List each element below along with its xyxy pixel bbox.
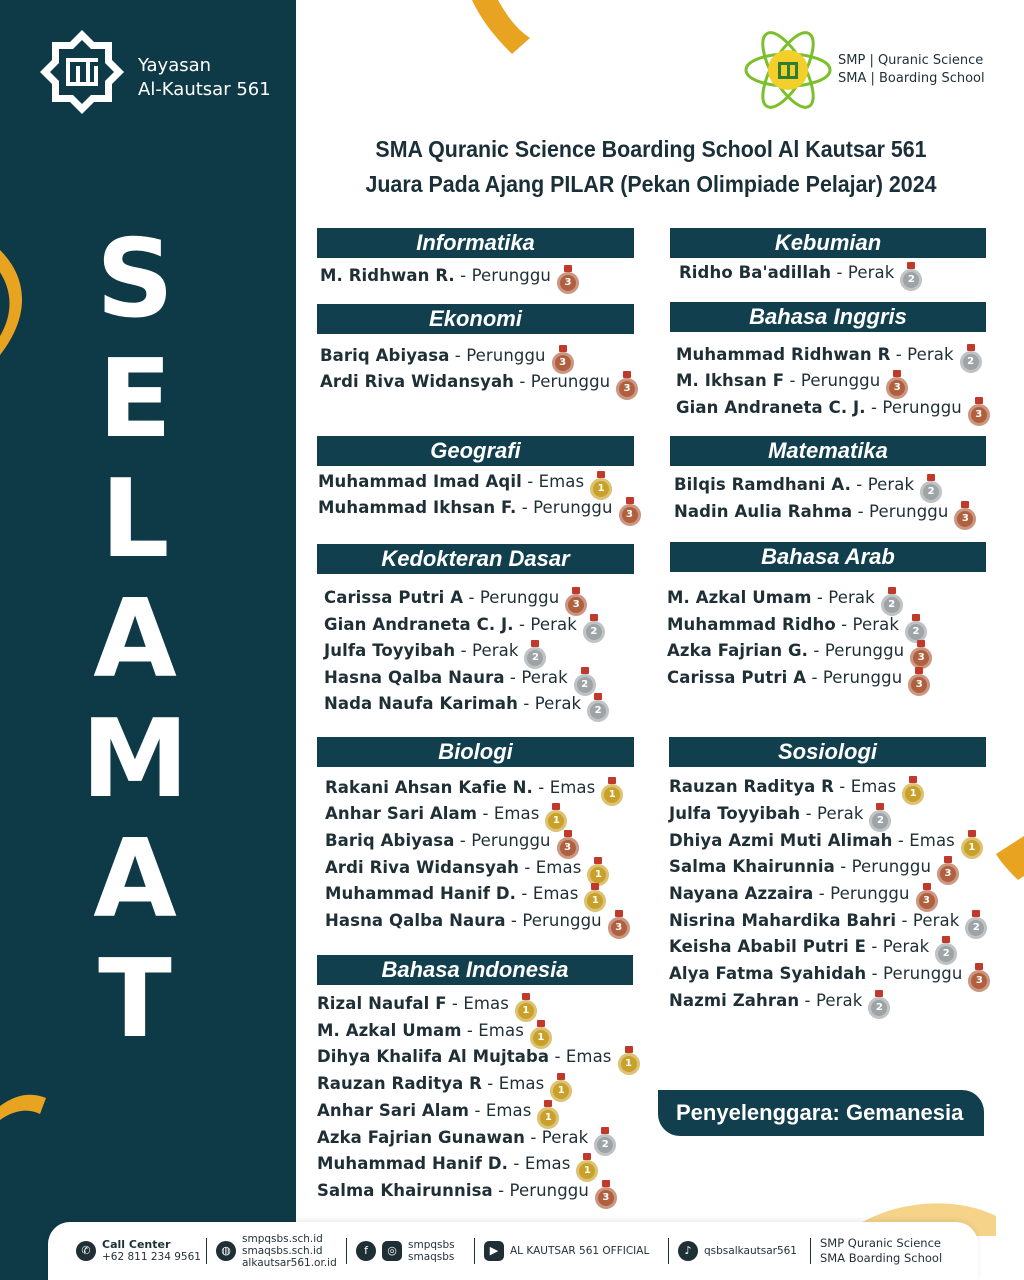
- list-item: Hasna Qalba Naura - Perunggu 3: [325, 908, 630, 939]
- footer-school-line1: SMP Quranic Science: [820, 1236, 941, 1250]
- silver-medal-icon: 2: [900, 269, 922, 291]
- list-item: Nayana Azzaira - Perunggu 3: [669, 881, 938, 912]
- list-item: Muhammad Hanif D. - Emas 1: [325, 881, 606, 912]
- list-item: M. Ikhsan F - Perunggu 3: [676, 368, 908, 399]
- list-item: Ridho Ba'adillah - Perak 2: [679, 260, 922, 291]
- list-item: Nazmi Zahran - Perak 2: [669, 988, 890, 1019]
- divider: [810, 1238, 811, 1264]
- word-letter: M: [81, 697, 189, 822]
- winner-name: Nadin Aulia Rahma: [674, 502, 853, 521]
- list-item: Bariq Abiyasa - Perunggu 3: [320, 343, 574, 374]
- medal-label: Perak: [912, 911, 960, 930]
- headline: [339, 132, 962, 202]
- list-item: Carissa Putri A - Perunggu 3: [324, 585, 587, 616]
- winner-name: Bariq Abiyasa: [325, 831, 455, 850]
- medal-label: Emas: [549, 778, 596, 797]
- list-item: Nisrina Mahardika Bahri - Perak 2: [669, 908, 987, 939]
- winner-name: Hasna Qalba Naura: [325, 911, 506, 930]
- confetti-ribbon-left-bottom: [0, 1090, 50, 1130]
- word-letter: L: [100, 457, 170, 582]
- category-header-bahasa-arab: Bahasa Arab: [670, 542, 986, 572]
- silver-medal-icon: 2: [574, 674, 596, 696]
- globe-icon: ◍: [216, 1241, 236, 1261]
- medal-label: Perak: [882, 937, 930, 956]
- medal-label: Perak: [541, 1128, 589, 1147]
- website-link[interactable]: smpqsbs.sch.id: [242, 1233, 323, 1245]
- list-item: Nadin Aulia Rahma - Perunggu 3: [674, 499, 976, 530]
- list-item: Alya Fatma Syahidah - Perunggu 3: [669, 961, 990, 992]
- category-header-geografi: Geografi: [317, 436, 634, 466]
- congratulations-word: [60, 217, 210, 1062]
- gold-medal-icon: 1: [961, 837, 983, 859]
- medal-label: Emas: [909, 831, 955, 850]
- list-item: Dihya Khalifa Al Mujtaba - Emas 1: [317, 1044, 640, 1075]
- winner-name: Muhammad Ridhwan R: [676, 345, 891, 364]
- winner-name: Anhar Sari Alam: [325, 804, 478, 823]
- foundation-line1: Yayasan: [138, 55, 212, 76]
- bronze-medal-icon: 3: [595, 1187, 617, 1209]
- divider: [346, 1238, 347, 1264]
- word-letter: T: [98, 937, 172, 1062]
- tiktok-handle[interactable]: qsbsalkautsar561: [704, 1245, 797, 1257]
- gold-medal-icon: 1: [545, 810, 567, 832]
- gold-medal-icon: 1: [601, 784, 623, 806]
- winner-name: Bilqis Ramdhani A.: [674, 475, 851, 494]
- list-item: Anhar Sari Alam - Emas 1: [317, 1098, 559, 1129]
- winner-name: Ridho Ba'adillah: [679, 263, 832, 282]
- divider: [668, 1238, 669, 1264]
- silver-medal-icon: 2: [524, 647, 546, 669]
- medal-label: Perunggu: [471, 831, 551, 850]
- gold-medal-icon: 1: [590, 478, 612, 500]
- school-name-line1: SMP | Quranic Science: [838, 53, 984, 68]
- list-item: Muhammad Imad Aqil - Emas 1: [318, 469, 612, 500]
- medal-label: Emas: [538, 472, 585, 491]
- bronze-medal-icon: 3: [557, 837, 579, 859]
- silver-medal-icon: 2: [965, 917, 987, 939]
- gold-medal-icon: 1: [515, 1000, 537, 1022]
- social-handle[interactable]: smpqsbs: [408, 1239, 455, 1251]
- word-letter: S: [96, 217, 174, 342]
- school-logo: [742, 26, 834, 114]
- contact-footer: [48, 1222, 978, 1280]
- list-item: Anhar Sari Alam - Emas 1: [325, 801, 567, 832]
- winner-name: Carissa Putri A: [324, 588, 464, 607]
- winner-name: Salma Khairunnisa: [317, 1181, 493, 1200]
- medal-label: Perak: [828, 588, 875, 607]
- bronze-medal-icon: 3: [954, 508, 976, 530]
- gold-medal-icon: 1: [587, 864, 609, 886]
- footer-school-name: [820, 1234, 942, 1268]
- silver-medal-icon: 2: [868, 997, 890, 1019]
- category-header-kebumian: Kebumian: [670, 228, 986, 258]
- medal-label: Perunggu: [522, 911, 602, 930]
- winner-name: Nisrina Mahardika Bahri: [669, 911, 897, 930]
- winner-name: Muhammad Ikhsan F.: [318, 498, 517, 517]
- winner-name: Nazmi Zahran: [669, 991, 800, 1010]
- medal-label: Perunggu: [824, 641, 905, 660]
- gold-medal-icon: 1: [530, 1027, 552, 1049]
- bronze-medal-icon: 3: [616, 378, 638, 400]
- category-header-ekonomi: Ekonomi: [317, 304, 634, 334]
- organizer-badge: Penyelenggara: Gemanesia: [658, 1090, 984, 1136]
- confetti-ribbon-left-top: [0, 250, 40, 360]
- headline-line1: SMA Quranic Science Boarding School Al Kautsar 561: [375, 136, 927, 162]
- bronze-medal-icon: 3: [619, 504, 641, 526]
- gold-medal-icon: 1: [537, 1107, 559, 1129]
- winner-name: M. Azkal Umam: [317, 1021, 462, 1040]
- bronze-medal-icon: 3: [552, 352, 574, 374]
- confetti-ribbon-right: [996, 836, 1024, 880]
- list-item: Julfa Toyyibah - Perak 2: [669, 801, 891, 832]
- social-accounts[interactable]: [356, 1234, 455, 1268]
- word-letter: A: [93, 577, 177, 702]
- winner-name: M. Azkal Umam: [667, 588, 812, 607]
- category-header-matematika: Matematika: [670, 436, 986, 466]
- list-item: Salma Khairunnia - Perunggu 3: [669, 854, 959, 885]
- word-letter: A: [93, 817, 177, 942]
- winner-name: M. Ridhwan R.: [320, 266, 455, 285]
- bronze-medal-icon: 3: [910, 647, 932, 669]
- gold-medal-icon: 1: [576, 1160, 598, 1182]
- school-name-line2: SMA | Boarding School: [838, 71, 985, 86]
- winner-name: Ardi Riva Widansyah: [320, 372, 515, 391]
- list-item: Muhammad Ridhwan R - Perak 2: [676, 342, 982, 373]
- silver-medal-icon: 2: [587, 700, 609, 722]
- medal-label: Emas: [524, 1154, 571, 1173]
- medal-label: Emas: [532, 884, 579, 903]
- winner-name: Muhammad Ridho: [667, 615, 836, 634]
- medal-label: Perunggu: [530, 372, 611, 391]
- list-item: Rakani Ahsan Kafie N. - Emas 1: [325, 775, 623, 806]
- winner-name: Alya Fatma Syahidah: [669, 964, 867, 983]
- medal-label: Perak: [907, 345, 954, 364]
- winner-name: Azka Fajrian G.: [667, 641, 809, 660]
- silver-medal-icon: 2: [960, 351, 982, 373]
- list-item: Rizal Naufal F - Emas 1: [317, 991, 537, 1022]
- medal-label: Perak: [852, 615, 899, 634]
- medal-label: Perak: [815, 991, 863, 1010]
- medal-label: Perak: [530, 615, 577, 634]
- tiktok-account[interactable]: [678, 1234, 797, 1268]
- category-header-bahasa-indonesia: Bahasa Indonesia: [317, 955, 633, 985]
- medal-label: Perunggu: [868, 502, 949, 521]
- list-item: Salma Khairunnisa - Perunggu 3: [317, 1178, 617, 1209]
- winner-name: Ardi Riva Widansyah: [325, 858, 520, 877]
- call-center[interactable]: [76, 1234, 201, 1268]
- winner-name: Nada Naufa Karimah: [324, 694, 518, 713]
- bronze-medal-icon: 3: [557, 272, 579, 294]
- list-item: Muhammad Hanif D. - Emas 1: [317, 1151, 598, 1182]
- silver-medal-icon: 2: [594, 1134, 616, 1156]
- confetti-ribbon-top: [468, 0, 532, 56]
- list-item: Hasna Qalba Naura - Perak 2: [324, 665, 596, 696]
- winner-name: Rizal Naufal F: [317, 994, 447, 1013]
- winner-name: Rakani Ahsan Kafie N.: [325, 778, 533, 797]
- websites[interactable]: [216, 1234, 337, 1268]
- medal-label: Emas: [478, 1021, 524, 1040]
- school-name: [838, 52, 985, 88]
- medal-label: Emas: [565, 1047, 612, 1066]
- winner-name: Rauzan Raditya R: [317, 1074, 482, 1093]
- medal-label: Perak: [472, 641, 519, 660]
- category-header-kedokteran-dasar: Kedokteran Dasar: [317, 544, 634, 574]
- website-link[interactable]: smaqsbs.sch.id: [242, 1245, 323, 1257]
- list-item: Nada Naufa Karimah - Perak 2: [324, 691, 609, 722]
- category-header-bahasa-inggris: Bahasa Inggris: [670, 302, 986, 332]
- winner-name: Nayana Azzaira: [669, 884, 814, 903]
- winner-name: Carissa Putri A: [667, 668, 807, 687]
- list-item: Bilqis Ramdhani A. - Perak 2: [674, 472, 942, 503]
- medal-label: Perunggu: [830, 884, 910, 903]
- social-handle[interactable]: smaqsbs: [408, 1251, 455, 1263]
- website-link[interactable]: alkautsar561.or.id: [242, 1257, 337, 1269]
- foundation-name: [138, 54, 271, 102]
- silver-medal-icon: 2: [869, 810, 891, 832]
- list-item: Carissa Putri A - Perunggu 3: [667, 665, 930, 696]
- silver-medal-icon: 2: [881, 594, 903, 616]
- medal-label: Perunggu: [882, 964, 963, 983]
- winner-name: Keisha Ababil Putri E: [669, 937, 867, 956]
- medal-label: Emas: [535, 858, 582, 877]
- divider: [206, 1238, 207, 1264]
- medal-label: Perunggu: [800, 371, 881, 390]
- winner-name: Gian Andraneta C. J.: [324, 615, 514, 634]
- category-header-biologi: Biologi: [317, 737, 634, 767]
- gold-medal-icon: 1: [902, 783, 924, 805]
- list-item: Rauzan Raditya R - Emas 1: [669, 774, 924, 805]
- bronze-medal-icon: 3: [968, 970, 990, 992]
- winner-name: Muhammad Hanif D.: [325, 884, 517, 903]
- bronze-medal-icon: 3: [608, 917, 630, 939]
- medal-label: Perak: [534, 694, 582, 713]
- silver-medal-icon: 2: [935, 943, 957, 965]
- tiktok-icon: ♪: [678, 1241, 698, 1261]
- list-item: M. Ridhwan R. - Perunggu 3: [320, 263, 579, 294]
- winner-name: M. Ikhsan F: [676, 371, 785, 390]
- gold-medal-icon: 1: [584, 890, 606, 912]
- foundation-line2: Al-Kautsar 561: [138, 79, 271, 100]
- list-item: Ardi Riva Widansyah - Emas 1: [325, 855, 609, 886]
- winner-name: Julfa Toyyibah: [324, 641, 456, 660]
- bronze-medal-icon: 3: [886, 377, 908, 399]
- whatsapp-icon: ✆: [76, 1241, 96, 1261]
- list-item: M. Azkal Umam - Perak 2: [667, 585, 903, 616]
- bronze-medal-icon: 3: [916, 890, 938, 912]
- bronze-medal-icon: 3: [908, 674, 930, 696]
- list-item: Ardi Riva Widansyah - Perunggu 3: [320, 369, 638, 400]
- footer-school-line2: SMA Boarding School: [820, 1251, 943, 1265]
- bronze-medal-icon: 3: [937, 863, 959, 885]
- medal-label: Emas: [498, 1074, 545, 1093]
- winner-name: Dihya Khalifa Al Mujtaba: [317, 1047, 550, 1066]
- gold-medal-icon: 1: [618, 1053, 640, 1075]
- list-item: Muhammad Ridho - Perak 2: [667, 612, 927, 643]
- medal-label: Perunggu: [851, 857, 932, 876]
- winner-name: Hasna Qalba Naura: [324, 668, 505, 687]
- list-item: Muhammad Ikhsan F. - Perunggu 3: [318, 495, 641, 526]
- winner-name: Julfa Toyyibah: [669, 804, 801, 823]
- bronze-medal-icon: 3: [968, 404, 990, 426]
- headline-line2: Juara Pada Ajang PILAR (Pekan Olimpiade Pelajar) 2024: [365, 171, 937, 197]
- medal-label: Emas: [485, 1101, 532, 1120]
- facebook-icon[interactable]: f: [356, 1241, 376, 1261]
- silver-medal-icon: 2: [583, 621, 605, 643]
- instagram-icon[interactable]: ◎: [382, 1241, 402, 1261]
- gold-medal-icon: 1: [550, 1080, 572, 1102]
- medal-label: Perunggu: [509, 1181, 589, 1200]
- silver-medal-icon: 2: [920, 481, 942, 503]
- medal-label: Perunggu: [533, 498, 613, 517]
- winner-name: Salma Khairunnia: [669, 857, 835, 876]
- sidebar-panel: [0, 0, 296, 1280]
- winner-name: Muhammad Hanif D.: [317, 1154, 509, 1173]
- medal-label: Perunggu: [471, 266, 551, 285]
- list-item: M. Azkal Umam - Emas 1: [317, 1018, 552, 1049]
- call-center-number: +62 811 234 9561: [102, 1251, 201, 1263]
- youtube-channel-name[interactable]: AL KAUTSAR 561 OFFICIAL: [510, 1245, 650, 1257]
- medal-label: Perunggu: [479, 588, 560, 607]
- winner-name: Bariq Abiyasa: [320, 346, 450, 365]
- medal-label: Emas: [463, 994, 509, 1013]
- medal-label: Perunggu: [466, 346, 546, 365]
- list-item: Dhiya Azmi Muti Alimah - Emas 1: [669, 828, 983, 859]
- list-item: Azka Fajrian G. - Perunggu 3: [667, 638, 932, 669]
- category-header-sosiologi: Sosiologi: [669, 737, 986, 767]
- word-letter: E: [98, 337, 172, 462]
- list-item: Gian Andraneta C. J. - Perunggu 3: [676, 395, 990, 426]
- medal-label: Perak: [867, 475, 915, 494]
- silver-medal-icon: 2: [905, 621, 927, 643]
- category-header-informatika: Informatika: [317, 228, 634, 258]
- list-item: Julfa Toyyibah - Perak 2: [324, 638, 546, 669]
- youtube-channel[interactable]: [484, 1234, 649, 1268]
- bronze-medal-icon: 3: [565, 594, 587, 616]
- medal-label: Perunggu: [882, 398, 962, 417]
- medal-label: Perak: [521, 668, 568, 687]
- divider: [474, 1238, 475, 1264]
- medal-label: Emas: [493, 804, 540, 823]
- youtube-icon: ▶: [484, 1241, 504, 1261]
- winner-name: Muhammad Imad Aqil: [318, 472, 522, 491]
- list-item: Rauzan Raditya R - Emas 1: [317, 1071, 572, 1102]
- medal-label: Emas: [850, 777, 897, 796]
- winner-name: Anhar Sari Alam: [317, 1101, 470, 1120]
- call-center-label: Call Center: [102, 1238, 171, 1251]
- winner-name: Rauzan Raditya R: [669, 777, 834, 796]
- list-item: Keisha Ababil Putri E - Perak 2: [669, 934, 957, 965]
- list-item: Gian Andraneta C. J. - Perak 2: [324, 612, 605, 643]
- medal-label: Perunggu: [822, 668, 903, 687]
- winner-name: Gian Andraneta C. J.: [676, 398, 866, 417]
- list-item: Bariq Abiyasa - Perunggu 3: [325, 828, 579, 859]
- winner-name: Azka Fajrian Gunawan: [317, 1128, 526, 1147]
- winner-name: Dhiya Azmi Muti Alimah: [669, 831, 893, 850]
- list-item: Azka Fajrian Gunawan - Perak 2: [317, 1125, 616, 1156]
- foundation-logo: [38, 28, 126, 116]
- medal-label: Perak: [817, 804, 864, 823]
- medal-label: Perak: [847, 263, 895, 282]
